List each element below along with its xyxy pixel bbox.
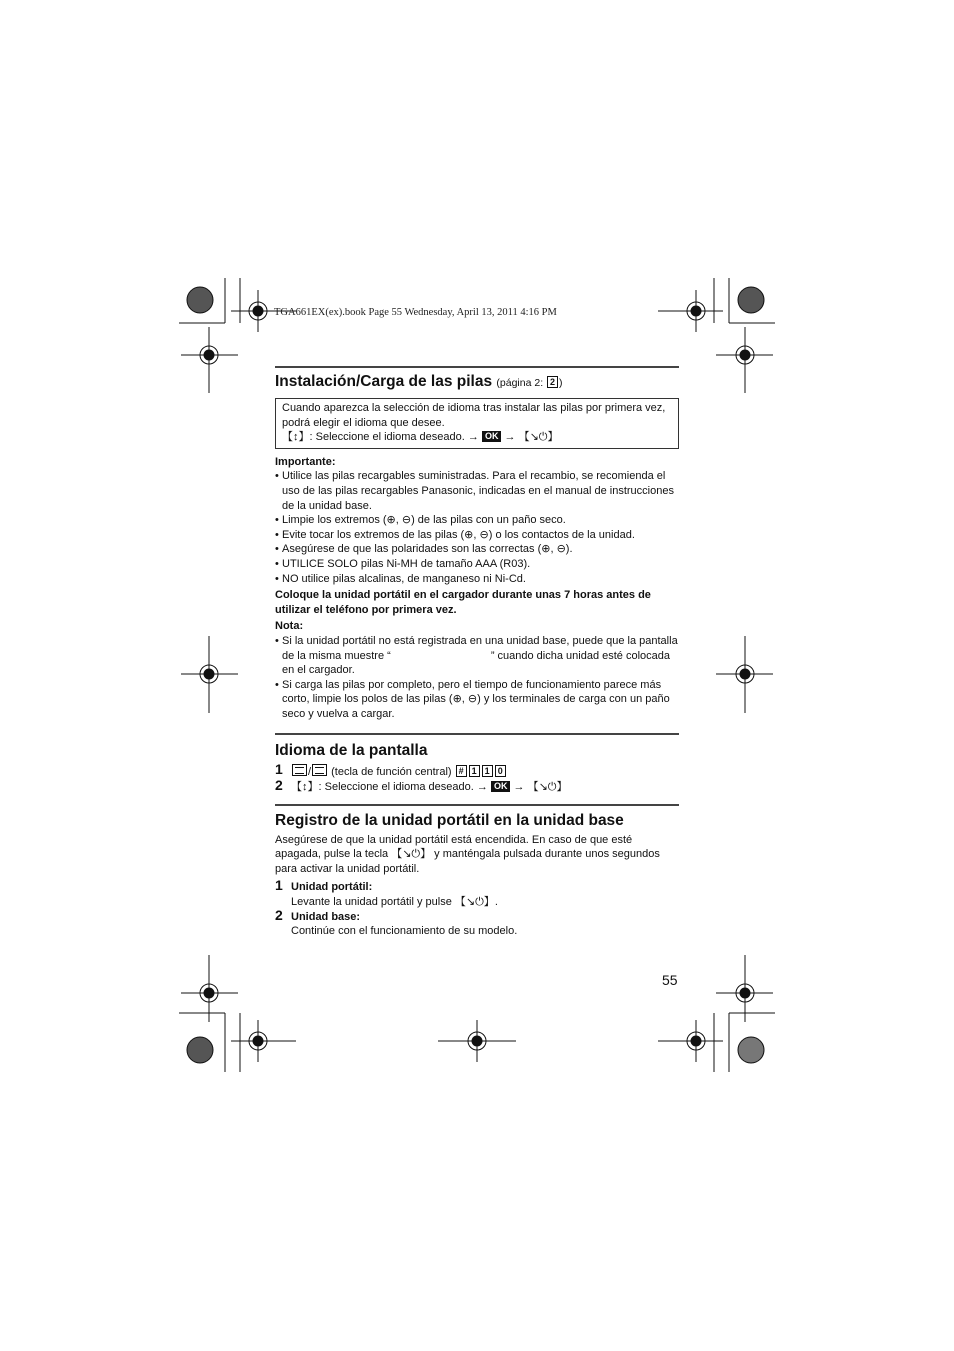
- list-item: • Si carga las pilas por completo, pero el tiempo de funcionamiento parece más corto, limpie los polos de las pilas (⊕, ⊖) y los terminales de carga con un paño seco y vuelva a cargar.: [275, 678, 679, 722]
- step-2: 2 Unidad base: Continúe con el funcionamiento de su modelo.: [275, 906, 518, 938]
- section-rule: [275, 366, 679, 368]
- note-label: Nota:: [275, 620, 304, 633]
- list-item: • UTILICE SOLO pilas Ni-MH de tamaño AAA (R03).: [275, 557, 679, 572]
- step-1: 1 / (tecla de función central) # 1 1 0: [275, 764, 679, 780]
- list-item: • Utilice las pilas recargables suministradas. Para el recambio, se recomienda el uso de las pilas recargables Panasonic, indicadas en el manual de instrucciones de la unidad base.: [275, 469, 679, 513]
- off-key-icon: 【↘⏻】: [518, 431, 559, 444]
- section-rule: [275, 733, 679, 735]
- menu-grid-key-icon: [312, 764, 327, 776]
- menu-soft-key-icon: [292, 764, 307, 776]
- important-label: Importante:: [275, 455, 336, 468]
- language-instruction: 【↕】: Seleccione el idioma deseado. → OK → 【↘⏻】: [282, 431, 559, 444]
- registration-intro: Asegúrese de que la unidad portátil está encendida. En caso de que esté apagada, pulse la tecla 【↘⏻】 y manténgala pulsada durante unos segundos para activar la unidad portátil.: [275, 833, 660, 875]
- section-title-registration: Registro de la unidad portátil en la unidad base: [275, 811, 624, 829]
- manual-page-content: [275, 366, 679, 939]
- arrow-icon: →: [467, 431, 479, 444]
- section-rule: [275, 804, 679, 806]
- ok-key-icon: OK: [482, 431, 502, 442]
- section-title-display-language: Idioma de la pantalla: [275, 742, 428, 760]
- ok-key-icon: OK: [491, 781, 511, 792]
- step-1: 1 Unidad portátil: Levante la unidad portátil y pulse 【↘⏻】.: [275, 877, 498, 909]
- list-item: • Asegúrese de que las polaridades son las correctas (⊕, ⊖).: [275, 542, 679, 557]
- charging-notice: Coloque la unidad portátil en el cargador durante unas 7 horas antes de utilizar el teléfono por primera vez.: [275, 589, 651, 616]
- book-info-header: TGA661EX(ex).book Page 55 Wednesday, April 13, 2011 4:16 PM: [274, 307, 557, 318]
- list-item: • Evite tocar los extremos de las pilas (⊕, ⊖) o los contactos de la unidad.: [275, 528, 679, 543]
- off-key-icon: 【↘⏻】: [527, 781, 568, 794]
- navigator-key-icon: ↕: [302, 781, 308, 794]
- off-key-icon: 【↘⏻】: [454, 896, 495, 909]
- off-key-icon: 【↘⏻】: [391, 848, 432, 861]
- language-selection-box: Cuando aparezca la selección de idioma tras instalar las pilas por primera vez, podrá elegir el idioma que desee. 【↕】: Seleccione el idioma deseado. → OK → 【↘⏻】: [275, 398, 679, 449]
- step-2: 2 【↕】: Seleccione el idioma deseado. → OK → 【↘⏻】: [275, 777, 568, 794]
- note-list: [275, 634, 679, 722]
- navigator-key-icon: ↕: [293, 431, 299, 444]
- list-item: • NO utilice pilas alcalinas, de manganeso ni Ni-Cd.: [275, 572, 679, 587]
- list-item: • Limpie los extremos (⊕, ⊖) de las pilas con un paño seco.: [275, 513, 679, 528]
- important-list: [275, 469, 679, 586]
- page-reference: (página 2: 2 ): [496, 377, 563, 389]
- list-item: • Si la unidad portátil no está registrada en una unidad base, puede que la pantalla de la misma muestre “ ” cuando dicha unidad esté colocada en el cargador.: [275, 634, 679, 678]
- section-title-batteries: Instalación/Carga de las pilas (página 2: 2 ): [275, 373, 563, 390]
- page-number: 55: [662, 972, 678, 988]
